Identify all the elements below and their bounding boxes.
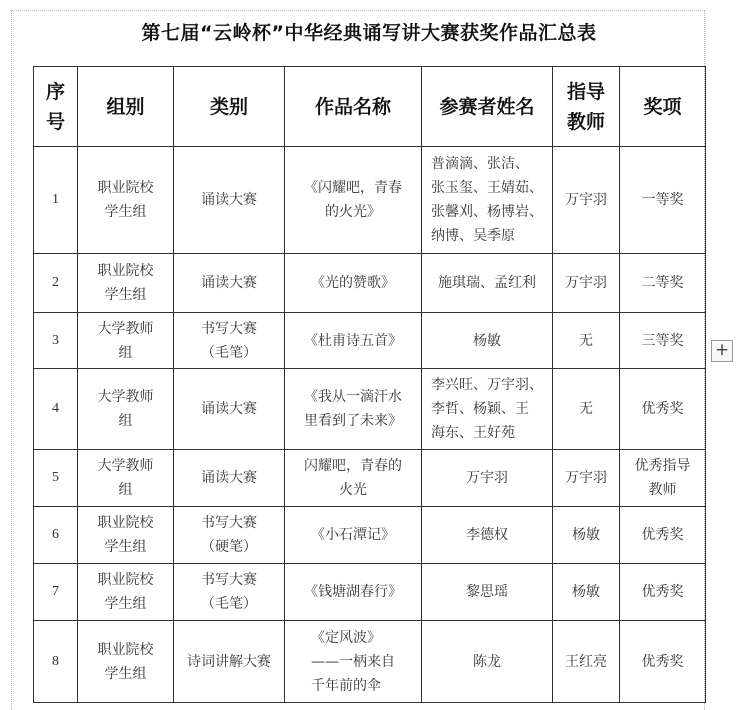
cell-teacher: 万宇羽 [553, 147, 620, 254]
table-row [34, 507, 706, 564]
cell-participants: 黎思瑶 [422, 564, 553, 621]
cell-work: 闪耀吧，青春的 火光 [285, 450, 422, 507]
cell-category: 书写大赛 （毛笔） [174, 564, 285, 621]
cell-participants: 施琪瑞、孟红利 [422, 254, 553, 313]
cell-no: 2 [34, 254, 78, 313]
cell-work: 《光的赞歌》 [285, 254, 422, 313]
cell-no: 5 [34, 450, 78, 507]
header-no: 序 号 [34, 67, 78, 147]
header-award: 奖项 [620, 67, 706, 147]
add-row-button[interactable] [711, 340, 733, 362]
cell-work: 《我从一滴汗水 里看到了未来》 [285, 369, 422, 450]
table-row [34, 147, 706, 254]
header-group: 组别 [78, 67, 174, 147]
plus-icon: + [714, 340, 730, 360]
cell-category: 书写大赛 （毛笔） [174, 313, 285, 369]
cell-participants: 陈龙 [422, 621, 553, 703]
cell-teacher: 万宇羽 [553, 450, 620, 507]
cell-award: 二等奖 [620, 254, 706, 313]
header-participants: 参赛者姓名 [422, 67, 553, 147]
cell-category: 诵读大赛 [174, 147, 285, 254]
cell-participants: 万宇羽 [422, 450, 553, 507]
cell-award: 三等奖 [620, 313, 706, 369]
cell-category: 诵读大赛 [174, 369, 285, 450]
cell-work: 《小石潭记》 [285, 507, 422, 564]
cell-category: 书写大赛 （硬笔） [174, 507, 285, 564]
cell-work: 《杜甫诗五首》 [285, 313, 422, 369]
cell-award: 优秀奖 [620, 369, 706, 450]
cell-award: 优秀指导 教师 [620, 450, 706, 507]
awards-table [33, 66, 706, 703]
cell-teacher: 杨敏 [553, 564, 620, 621]
cell-group: 职业院校 学生组 [78, 621, 174, 703]
table-row [34, 564, 706, 621]
cell-work: 《定风波》 ——一柄来自 千年前的伞 [285, 621, 422, 703]
cell-group: 大学教师 组 [78, 450, 174, 507]
cell-participants: 李兴旺、万宇羽、 李哲、杨颖、王 海东、王好苑 [422, 369, 553, 450]
header-work: 作品名称 [285, 67, 422, 147]
cell-group: 职业院校 学生组 [78, 254, 174, 313]
cell-no: 3 [34, 313, 78, 369]
document-title: 第七届“云岭杯”中华经典诵写讲大赛获奖作品汇总表 [141, 22, 597, 44]
table-row [34, 621, 706, 703]
cell-group: 职业院校 学生组 [78, 507, 174, 564]
cell-award: 优秀奖 [620, 507, 706, 564]
cell-teacher: 杨敏 [553, 507, 620, 564]
header-teacher: 指导 教师 [553, 67, 620, 147]
cell-category: 诵读大赛 [174, 450, 285, 507]
cell-group: 大学教师 组 [78, 369, 174, 450]
cell-no: 8 [34, 621, 78, 703]
cell-no: 6 [34, 507, 78, 564]
cell-group: 职业院校 学生组 [78, 147, 174, 254]
table-row [34, 369, 706, 450]
cell-teacher: 万宇羽 [553, 254, 620, 313]
cell-participants: 杨敏 [422, 313, 553, 369]
cell-participants: 普滴滴、张洁、 张玉玺、王婧茹、 张馨刈、杨博岩、 纳博、吴季原 [422, 147, 553, 254]
cell-teacher: 王红亮 [553, 621, 620, 703]
cell-category: 诗词讲解大赛 [174, 621, 285, 703]
cell-category: 诵读大赛 [174, 254, 285, 313]
header-category: 类别 [174, 67, 285, 147]
cell-teacher: 无 [553, 369, 620, 450]
cell-work: 《闪耀吧，青春 的火光》 [285, 147, 422, 254]
cell-award: 优秀奖 [620, 564, 706, 621]
cell-group: 职业院校 学生组 [78, 564, 174, 621]
cell-award: 优秀奖 [620, 621, 706, 703]
table-row [34, 313, 706, 369]
cell-award: 一等奖 [620, 147, 706, 254]
cell-participants: 李德权 [422, 507, 553, 564]
table-row [34, 254, 706, 313]
cell-teacher: 无 [553, 313, 620, 369]
cell-no: 1 [34, 147, 78, 254]
cell-work: 《钱塘湖春行》 [285, 564, 422, 621]
table-row [34, 450, 706, 507]
header-row [34, 67, 706, 147]
cell-group: 大学教师 组 [78, 313, 174, 369]
cell-no: 7 [34, 564, 78, 621]
cell-no: 4 [34, 369, 78, 450]
